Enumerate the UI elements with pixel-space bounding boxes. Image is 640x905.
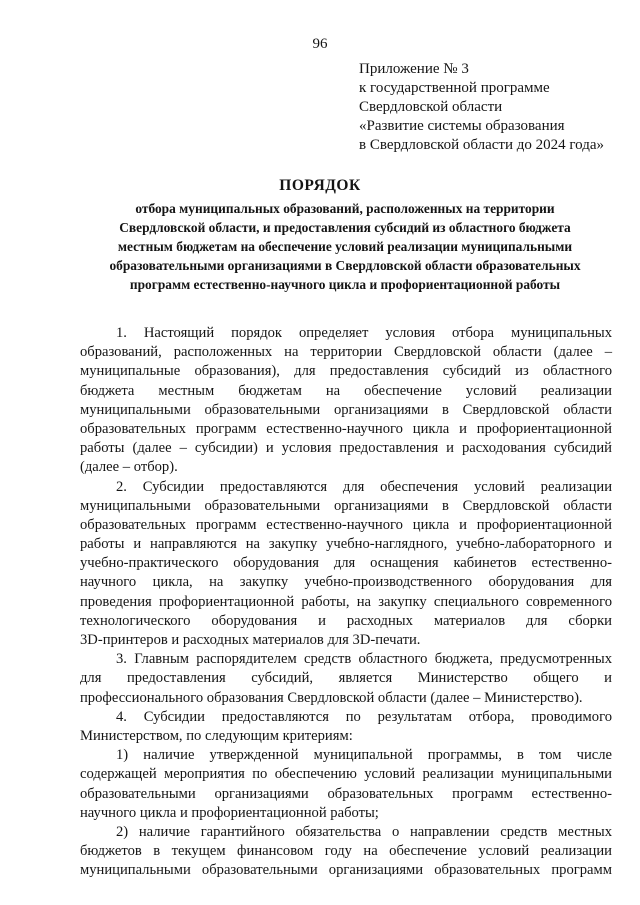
appendix-line: Свердловской области xyxy=(359,99,503,115)
criterion-2-line: 2) наличие гарантийного обязательства о направлении средств местных xyxy=(116,823,612,840)
criterion-1-line: образовательными организациями образовательных программ естественно- xyxy=(80,785,612,802)
paragraph-2-line: учебно-практического оборудования для оснащения кабинетов естественно- xyxy=(80,555,612,572)
paragraph-1-line: муниципальные образования), для предоставления субсидий из областного xyxy=(80,363,612,380)
document-subtitle xyxy=(70,199,620,294)
subtitle-line: отбора муниципальных образований, расположенных на территории xyxy=(135,201,555,216)
criterion-2-line: бюджетов в текущем финансовом году на обеспечение условий реализации xyxy=(80,843,612,860)
paragraph-1-line: образовательных программ естественно-научного цикла и профориентационной xyxy=(80,420,612,437)
subtitle-line: местным бюджетам на обеспечение условий реализации муниципальными xyxy=(117,239,573,254)
paragraph-1-line: бюджета местным бюджетам на обеспечение условий реализации xyxy=(80,382,612,399)
criterion-2-line: муниципальными образовательными организациями образовательных программ xyxy=(80,862,612,879)
criterion-1-line: 1) наличие утвержденной муниципальной программы, в том числе xyxy=(116,747,612,764)
paragraph-2-line: муниципальными образовательными организациями в Свердловской области xyxy=(80,497,612,514)
paragraph-2-line: научного цикла, на закупку учебно-производственного оборудования для xyxy=(80,574,612,591)
appendix-line: в Свердловской области до 2024 года» xyxy=(359,137,605,153)
appendix-line: к государственной программе xyxy=(359,80,550,96)
criterion-1-line: содержащей мероприятия по обеспечению условий реализации муниципальными xyxy=(80,766,612,783)
paragraph-1-line: образований, расположенных на территории Свердловской области (далее – xyxy=(80,344,612,361)
subtitle-line: программ естественно-научного цикла и профориентационной работы xyxy=(129,277,561,292)
appendix-line: «Развитие системы образования xyxy=(359,118,565,134)
subtitle-line: образовательными организациями в Свердловской области образовательных xyxy=(109,258,581,273)
criterion-1-line: научного цикла и профориентационной работы; xyxy=(80,804,379,821)
paragraph-1-line: 1. Настоящий порядок определяет условия отбора муниципальных xyxy=(116,325,612,341)
paragraph-1-line: муниципальными образовательными организациями в Свердловской области xyxy=(80,401,612,418)
paragraph-2-line: работы и направляются на закупку учебно-наглядного, учебно-лабораторного и xyxy=(80,536,612,553)
paragraph-2-line: 3D-принтеров и расходных материалов для 3D-печати. xyxy=(80,632,421,648)
document-title: ПОРЯДОК xyxy=(279,177,361,194)
paragraph-3-line: профессионального образования Свердловской области (далее – Министерство). xyxy=(80,689,583,706)
paragraph-1-line: (далее – отбор). xyxy=(80,459,178,476)
paragraph-4-line: 4. Субсидии предоставляются по результатам отбора, проводимого xyxy=(116,708,612,725)
page-number: 96 xyxy=(312,36,328,52)
paragraph-1-line: работы (далее – субсидии) и условия предоставления и расходования субсидий xyxy=(80,440,612,457)
subtitle-line: Свердловской области, и предоставления субсидий из областного бюджета xyxy=(119,220,571,235)
paragraph-2-line: образовательных программ естественно-научного цикла и профориентационной xyxy=(80,516,612,533)
appendix-line: Приложение № 3 xyxy=(359,61,469,77)
paragraph-2-line: технологического оборудования и расходных материалов для сборки xyxy=(80,612,612,629)
appendix-block xyxy=(359,60,629,155)
paragraph-2-line: 2. Субсидии предоставляются для обеспечения условий реализации xyxy=(116,478,612,495)
paragraph-2-line: проведения профориентационной работы, на закупку специального современного xyxy=(80,593,612,610)
document-body xyxy=(80,324,612,880)
paragraph-3-line: для предоставления субсидий, является Министерство общего и xyxy=(80,670,612,687)
paragraph-3-line: 3. Главным распорядителем средств областного бюджета, предусмотренных xyxy=(116,651,612,668)
paragraph-4-line: Министерством, по следующим критериям: xyxy=(80,727,353,744)
